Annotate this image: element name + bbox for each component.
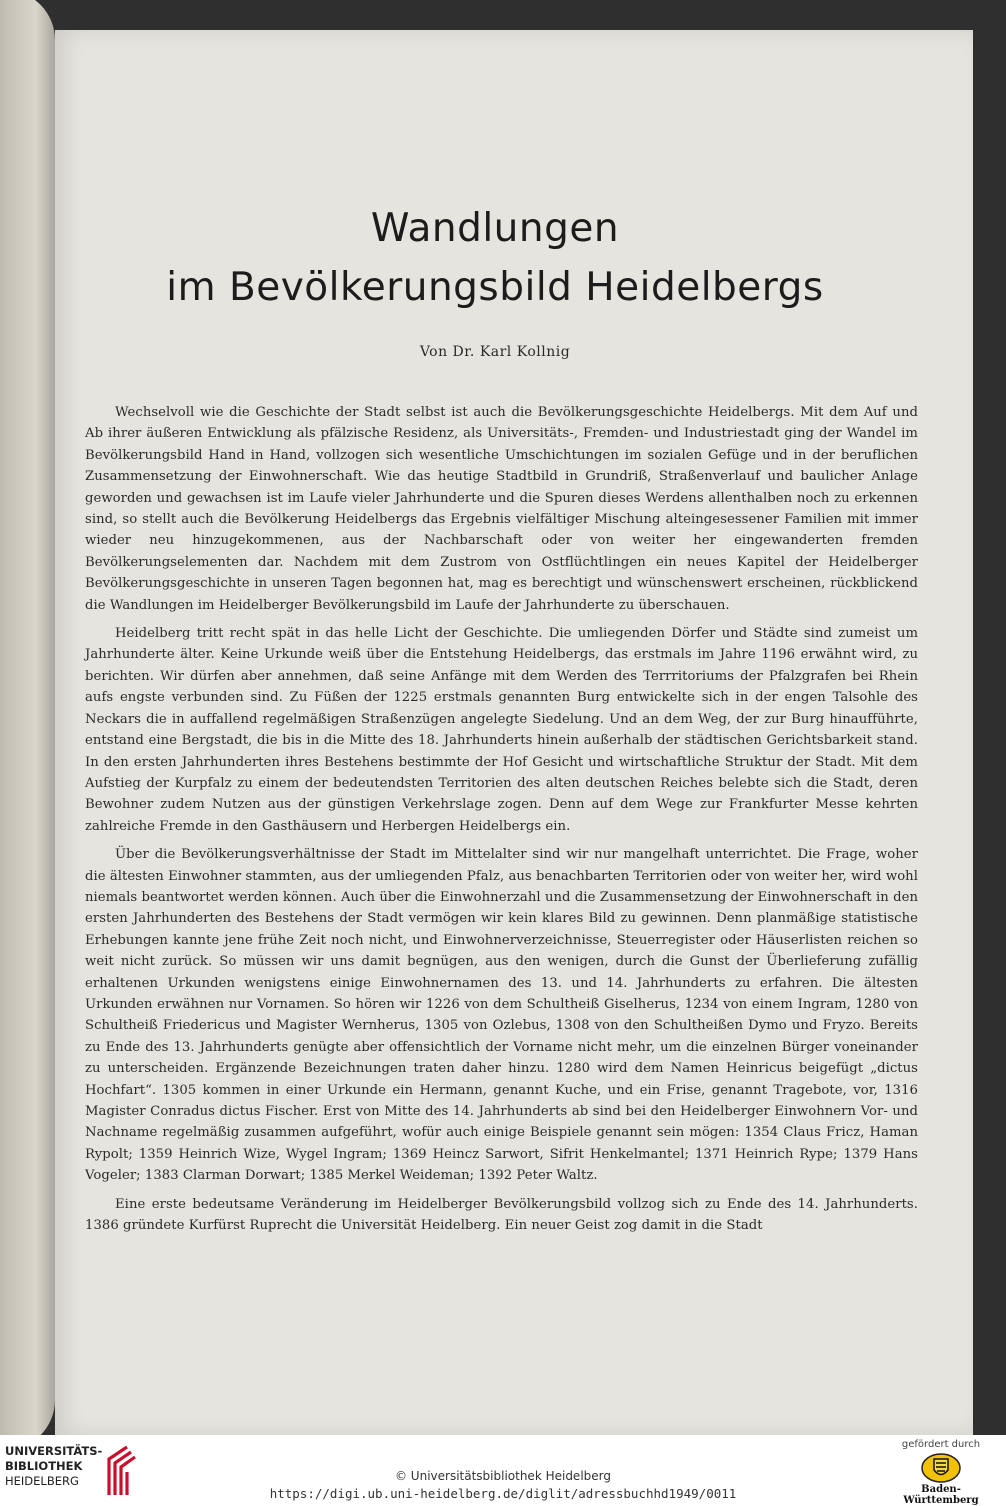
paragraph-3: Über die Bevölkerungsverhältnisse der Stadt im Mittelalter sind wir nur mangelhaft unterrichtet. Die Frage, woher die ältesten Einwohner stammten, aus der umliegenden Pfalz, aus benachbarten Territorien oder von weiter her, wird wohl niemals beantwortet werden können. Auch über die Einwohnerzahl und die Zusammensetzung der Einwohnerschaft in den ersten Jahrhunderten des Bestehens der Stadt vermögen wir kein klares Bild zu gewinnen. Denn planmäßige statistische Erhebungen kannte jene frühe Zeit noch nicht, und Einwohnerverzeichnisse, Steuerregister oder Häuserlisten reichen so weit nicht zurück. So müssen wir uns damit begnügen, aus den wenigen, durch die Gunst der Überlieferung zufällig erhaltenen Urkunden wenigstens einige Einwohnernamen des 13. und 14. Jahrhunderts zu erfahren. Die ältesten Urkunden erwähnen nur Vornamen. So hören wir 1226 von dem Schultheiß Giselherus, 1234 von einem Ingram, 1280 von Schultheiß Friedericus und Magister Wernherus, 1305 von Ozlebus, 1308 von den Schultheißen Dymo und Fryzo. Bereits zu Ende des 13. Jahrhunderts genügte aber offensichtlich der Vorname nicht mehr, um die einzelnen Bürger voneinander zu unterscheiden. Ergänzende Bezeichnungen traten daher hinzu. 1280 wird dem Namen Heinricus beigefügt „dictus Hochfart“. 1305 kommen in einer Urkunde ein Hermann, genannt Kuche, und ein Frise, genannt Tragebote, vor, 1316 Magister Conradus dictus Fischer. Erst von Mitte des 14. Jahrhunderts ab sind bei den Heidelberger Einwohnern Vor- und Nachname regelmäßig zusammen aufgeführt, wofür auch einige Beispiele genannt sein mögen: 1354 Claus Fricz, Haman Rypolt; 1359 Heinrich Wize, Wygel Ingram; 1369 Heincz Sarwort, Sifrit Henkelmantel; 1371 Heinrich Rype; 1379 Hans Vogeler; 1383 Clarman Dorwart; 1385 Merkel Weideman; 1392 Peter Waltz. [85,847,918,1184]
copyright-notice: © Universitätsbibliothek Heidelberg [394,1469,611,1483]
viewer-footer [0,1435,1006,1506]
paragraph-1: Wechselvoll wie die Geschichte der Stadt selbst ist auch die Bevölkerungsgeschichte Heidelbergs. Mit dem Auf und Ab ihrer äußeren Entwicklung als pfälzische Residenz, als Universitäts-, Fremden- und Industriestadt ging der Wandel im Bevölkerungsbild Hand in Hand, vollzogen sich wesentliche Umschichtungen im sozialen Gefüge und in der beruflichen Zusammensetzung der Einwohnerschaft. Wie das heutige Stadtbild in Grundriß, Straßenverlauf und baulicher Anlage geworden und gewachsen ist im Laufe vieler Jahrhunderte und die Spuren dieses Werdens allenthalben noch zu erkennen sind, so stellt auch die Bevölkerung Heidelbergs das Ergebnis vielfältiger Mischung alteingesessener Familien mit immer wieder neu hinzugekommenen, aus der Nachbarschaft oder von weiter her eingewanderten fremden Bevölkerungselementen dar. Nachdem mit dem Zustrom von Ostflüchtlingen ein neues Kapitel der Heidelberger Bevölkerungsgeschichte in unseren Tagen begonnen hat, mag es berechtigt und wünschenswert erscheinen, rückblickend die Wandlungen im Heidelberger Bevölkerungsbild im Laufe der Jahrhunderte zu überschauen. [85,405,918,613]
article-title [60,200,930,317]
sponsor-name: Baden-Württemberg [903,1484,979,1506]
library-name-line-2: BIBLIOTHEK [5,1459,83,1473]
sponsor-block[interactable] [886,1439,996,1506]
permalink-url[interactable]: https://digi.ub.uni-heidelberg.de/diglit/adressbuchhd1949/0011 [269,1486,737,1501]
paragraph-2: Heidelberg tritt recht spät in das helle Licht der Geschichte. Die umliegenden Dörfer und Städte sind zumeist um Jahrhunderte älter. Keine Urkunde weiß über die Entstehung Heidelbergs, das erstmals im Jahre 1196 erwähnt wird, zu berichten. Wir dürfen aber annehmen, daß seine Anfänge mit dem Werden des Terrritoriums der Pfalzgrafen bei Rhein aufs engste verbunden sind. Zu Füßen der 1225 erstmals genannten Burg entwickelte sich in der engen Talsohle des Neckars die in auffallend regelmäßigen Straßenzügen angelegte Siedelung. Und an dem Weg, der zur Burg hinaufführte, entstand eine Bergstadt, die bis in die Mitte des 18. Jahrhunderts hinein außerhalb der städtischen Gerichtsbarkeit stand. In den ersten Jahrhunderten ihres Bestehens bestimmte der Hof Gesicht und wirtschaftliche Struktur der Stadt. Mit dem Aufstieg der Kurpfalz zu einem der bedeutendsten Territorien des alten deutschen Reiches belebte sich die Stadt, deren Bewohner zudem Nutzen aus der günstigen Verkehrslage zogen. Denn auf dem Wege zur Frankfurter Messe kehrten zahlreiche Fremde in den Gasthäusern und Herbergen Heidelbergs ein. [85,626,918,834]
left-page-edge [0,0,55,1435]
library-name-line-1: UNIVERSITÄTS- [5,1444,103,1458]
title-line-1: Wandlungen [370,206,620,251]
article-body [85,402,918,1243]
author-byline: Von Dr. Karl Kollnig [419,344,571,360]
sponsor-label: gefördert durch [901,1439,981,1450]
paragraph-4: Eine erste bedeutsame Veränderung im Heidelberger Bevölkerungsbild vollzog sich zu Ende des 14. Jahrhunderts. 1386 gründete Kurfürst Ruprecht die Universität Heidelberg. Ein neuer Geist zog damit in die Stadt [85,1196,918,1234]
library-name-line-3: HEIDELBERG [5,1474,79,1488]
title-line-2: im Bevölkerungsbild Heidelbergs [166,264,824,310]
coat-of-arms-icon [921,1453,961,1483]
